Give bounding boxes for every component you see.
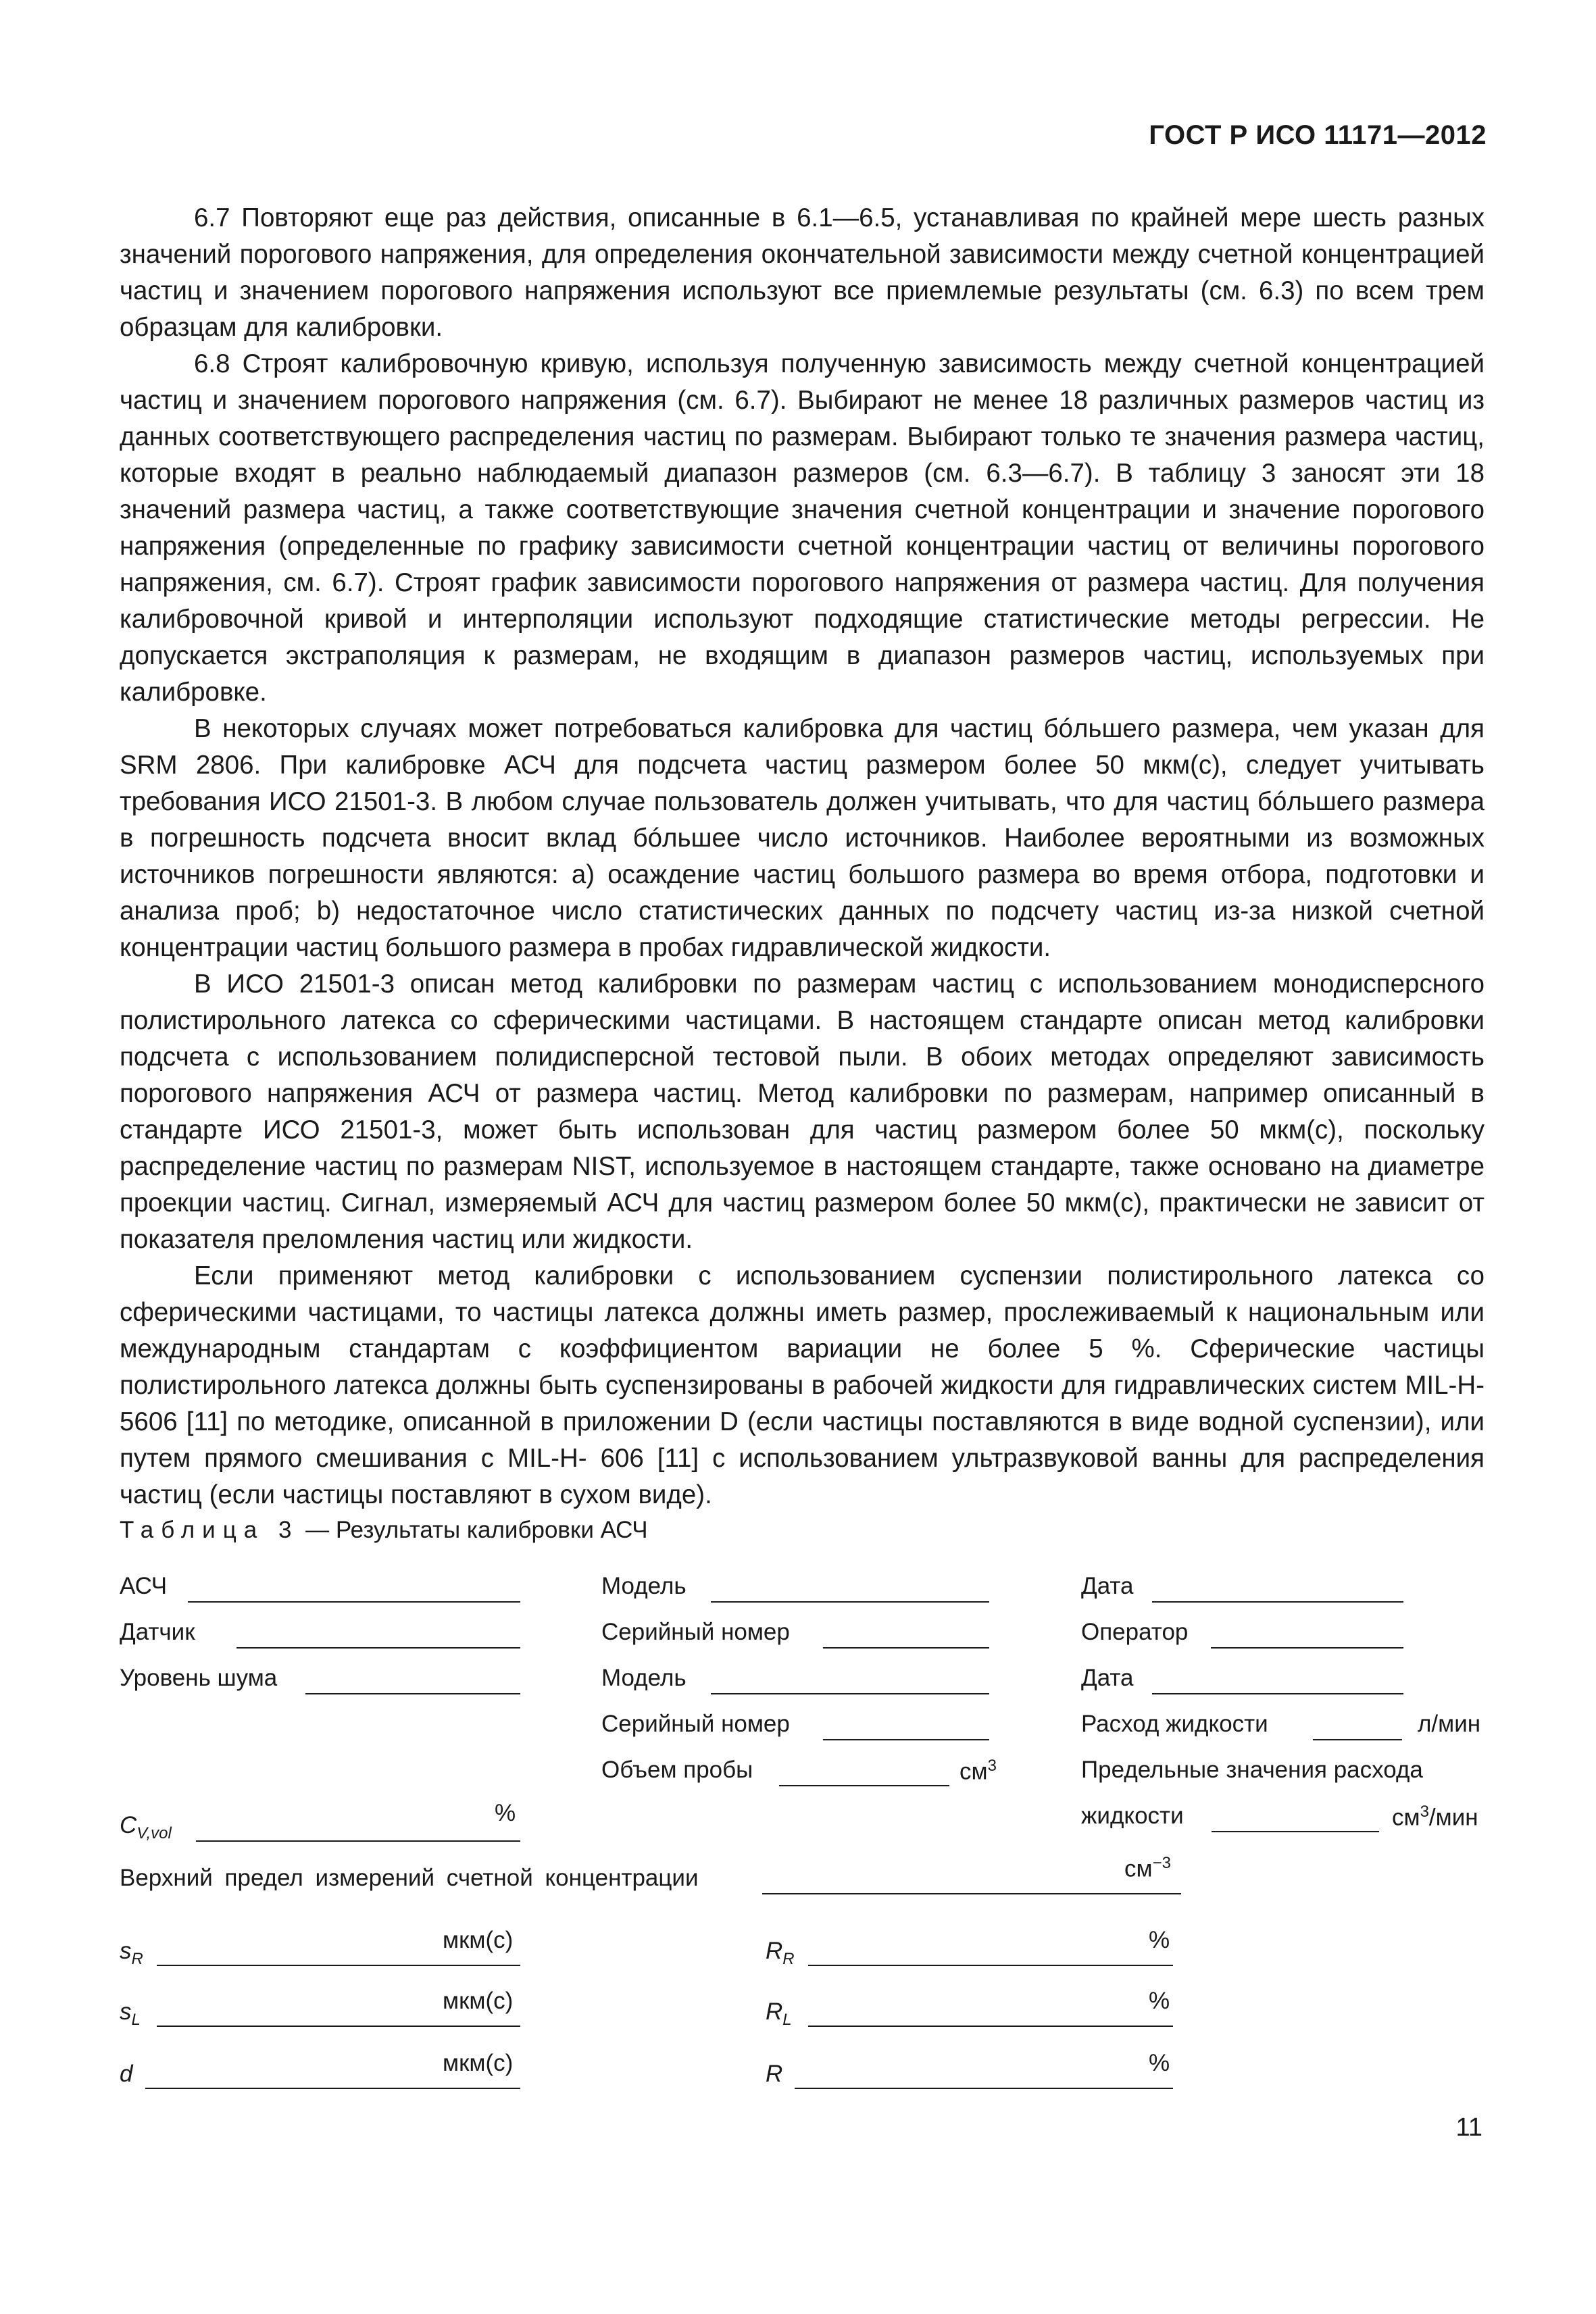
label-serial-2: Серийный номер xyxy=(601,1711,790,1737)
field-volume[interactable] xyxy=(779,1785,949,1786)
document-header: ГОСТ Р ИСО 11171—2012 xyxy=(1149,120,1487,150)
table-title-text: — Результаты калибровки АСЧ xyxy=(299,1517,648,1543)
field-r-r[interactable] xyxy=(808,1965,1173,1966)
label-date-1: Дата xyxy=(1081,1573,1134,1599)
page-number: 11 xyxy=(1455,2113,1482,2142)
field-asch[interactable] xyxy=(188,1601,520,1603)
field-serial-2[interactable] xyxy=(823,1739,989,1740)
d-unit: мкм(с) xyxy=(443,2050,514,2076)
label-model-1: Модель xyxy=(601,1573,687,1599)
r-r-unit: % xyxy=(1149,1927,1170,1953)
r-unit: % xyxy=(1149,2050,1170,2076)
field-model-1[interactable] xyxy=(711,1601,989,1603)
flow-unit: л/мин xyxy=(1418,1711,1481,1737)
field-date-1[interactable] xyxy=(1152,1601,1403,1603)
cv-percent-unit: % xyxy=(495,1800,516,1826)
field-r[interactable] xyxy=(795,2088,1173,2089)
volume-unit: $см^3$ xyxy=(959,1757,997,1785)
body-text xyxy=(120,200,1485,1513)
label-flow-limits-2: жидкости xyxy=(1081,1803,1184,1829)
r-l-unit: % xyxy=(1149,1988,1170,2014)
label-r: R xyxy=(766,2061,783,2087)
field-model-2[interactable] xyxy=(711,1693,989,1694)
label-asch: АСЧ xyxy=(120,1573,168,1599)
label-s-l: $s_L$ xyxy=(120,1998,141,2029)
field-serial-1[interactable] xyxy=(823,1647,989,1649)
label-upper-limit: Верхний предел измерений счетной концентрации xyxy=(120,1865,699,1891)
field-s-l[interactable] xyxy=(157,2026,520,2027)
label-volume: Объем пробы xyxy=(601,1757,753,1783)
field-r-l[interactable] xyxy=(808,2026,1173,2027)
s-r-unit: мкм(с) xyxy=(443,1927,514,1953)
label-cv-vol: $C_{V,vol}$ xyxy=(120,1812,172,1842)
label-serial-1: Серийный номер xyxy=(601,1619,790,1645)
label-r-l: $R_L$ xyxy=(766,1998,792,2029)
field-d[interactable] xyxy=(145,2088,520,2089)
field-date-2[interactable] xyxy=(1152,1693,1403,1694)
label-model-2: Модель xyxy=(601,1665,687,1691)
field-s-r[interactable] xyxy=(157,1965,520,1966)
field-flow[interactable] xyxy=(1313,1739,1402,1740)
flow-limits-unit: $см^3$/мин xyxy=(1392,1803,1478,1831)
paragraph-6-8: 6.8 Строят калибровочную кривую, используя полученную зависимость между счетной концентрацией частиц и значением порогового напряжения (см. 6.7). Выбирают не менее 18 различных размеров частиц из данных соответствующего распределения частиц по размерам. Выбирают только те значения размера частиц, которые входят в реально наблюдаемый диапазон размеров (см. 6.3—6.7). В таблицу 3 заносят эти 18 значений размера частиц, а также соответствующие значения счетной концентрации и значение порогового напряжения (определенные по графику зависимости счетной концентрации частиц от величины порогового напряжения, см. 6.7). Строят график зависимости порогового напряжения от размера частиц. Для получения калибровочной кривой и интерполяции используют подходящие статистические методы регрессии. Не допускается экстраполяция к размерам, не входящим в диапазон размеров частиц, используемых при калибровке. xyxy=(120,349,1485,707)
field-flow-limits[interactable] xyxy=(1212,1831,1379,1832)
paragraph-iso-21501: В ИСО 21501-3 описан метод калибровки по размерам частиц с использованием монодисперсного полистирольного латекса со сферическими частицами. В настоящем стандарте описан метод калибровки подсчета с использованием полидисперсной тестовой пыли. В обоих методах определяют зависимость порогового напряжения АСЧ от размера частиц. Метод калибровки по размерам, например описанный в стандарте ИСО 21501-3, может быть использован для частиц размером более 50 мкм(с), поскольку распределение частиц по размерам NIST, используемое в настоящем стандарте, также основано на диаметре проекции частиц. Сигнал, измеряемый АСЧ для частиц размером более 50 мкм(с), практически не зависит от показателя преломления частиц или жидкости. xyxy=(120,970,1485,1254)
upper-limit-unit: $см^{-3}$ xyxy=(1124,1854,1171,1882)
paragraph-large-particles: В некоторых случаях может потребоваться калибровка для частиц бóльшего размера, чем указан для SRM 2806. При калибровке АСЧ для подсчета частиц размером более 50 мкм(с), следует учитывать требования ИСО 21501-3. В любом случае пользователь должен учитывать, что для частиц бóльшего размера в погрешность подсчета вносит вклад бóльшее число источников. Наиболее вероятными из возможных источников погрешности являются: а) осаждение частиц большого размера во время отбора, подготовки и анализа проб; b) недостаточное число статистических данных по подсчету частиц из-за низкой счетной концентрации частиц большого размера в пробах гидравлической жидкости. xyxy=(120,714,1485,962)
paragraph-latex: Если применяют метод калибровки с использованием суспензии полистирольного латекса со сферическими частицами, то частицы латекса должны иметь размер, прослеживаемый к национальным или международным стандартам с коэффициентом вариации не более 5 %. Сферические частицы полистирольного латекса должны быть суспензированы в рабочей жидкости для гидравлических систем MIL-H-5606 [11] по методике, описанной в приложении D (если частицы поставляются в виде водной суспензии), или путем прямого смешивания с MIL-H- 606 [11] с использованием ультразвуковой ванны для распределения частиц (если частицы поставляют в сухом виде). xyxy=(120,1261,1485,1509)
label-d: d xyxy=(120,2061,133,2087)
paragraph-6-7: 6.7 Повторяют еще раз действия, описанные в 6.1—6.5, устанавливая по крайней мере шесть разных значений порогового напряжения, для определения окончательной зависимости между счетной концентрацией частиц и значением порогового напряжения используют все приемлемые результаты (см. 6.3) по всем трем образцам для калибровки. xyxy=(120,203,1485,342)
field-sensor[interactable] xyxy=(236,1647,520,1649)
label-noise: Уровень шума xyxy=(120,1665,278,1691)
table-title xyxy=(120,1517,648,1544)
s-l-unit: мкм(с) xyxy=(443,1988,514,2014)
label-s-r: $s_R$ xyxy=(120,1938,143,1968)
field-noise[interactable] xyxy=(305,1693,520,1694)
field-operator[interactable] xyxy=(1211,1647,1403,1649)
label-flow-limits: Предельные значения расхода xyxy=(1081,1757,1423,1783)
label-sensor: Датчик xyxy=(120,1619,195,1645)
field-upper-limit[interactable] xyxy=(762,1893,1181,1894)
label-flow: Расход жидкости xyxy=(1081,1711,1268,1737)
label-date-2: Дата xyxy=(1081,1665,1134,1691)
label-r-r: $R_R$ xyxy=(766,1938,795,1968)
label-operator: Оператор xyxy=(1081,1619,1189,1645)
table-title-prefix: Таблица 3 xyxy=(120,1517,299,1543)
field-cv-vol[interactable] xyxy=(196,1840,520,1842)
